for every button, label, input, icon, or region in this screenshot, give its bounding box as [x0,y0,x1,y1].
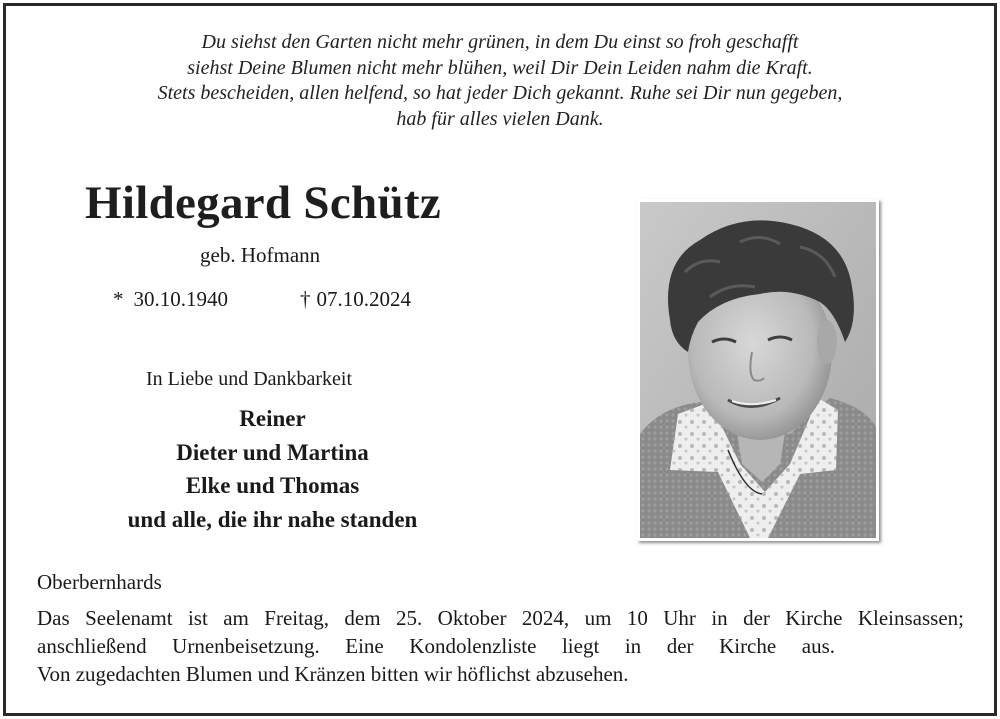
maiden-name: geb. Hofmann [200,243,321,267]
service-details [37,604,964,688]
poem-line: siehst Deine Blumen nicht mehr blühen, weil Dir Dein Leiden nahm die Kraft. [187,56,813,79]
detail-line: Das Seelenamt ist am Freitag, dem 25. Oktober 2024, um 10 Uhr in der Kirche Kleinsassen; [37,606,964,630]
mourner-name: und alle, die ihr nahe standen [127,506,418,532]
place-name: Oberbernhards [37,570,162,594]
mourners-list [100,402,445,536]
mourner-name: Dieter und Martina [176,439,369,465]
memorial-poem [0,30,1000,132]
death-date [300,287,411,312]
portrait-frame [637,199,879,541]
death-cross-icon: † [300,287,311,311]
birth-date-value: 30.10.1940 [133,287,228,311]
mourner-name: Reiner [239,406,306,431]
mourners-intro: In Liebe und Dankbarkeit [146,368,353,390]
detail-line: Von zugedachten Blumen und Kränzen bitten wir höflichst abzusehen. [37,662,629,686]
deceased-name: Hildegard Schütz [85,177,442,229]
detail-line: anschließend Urnenbeisetzung. Eine Kondolenzliste liegt in der Kirche aus. [37,634,835,658]
poem-line: Stets bescheiden, allen helfend, so hat jeder Dich gekannt. Ruhe sei Dir nun gegeben, [157,82,843,104]
poem-line: hab für alles vielen Dank. [396,107,604,130]
birth-star-icon: * [113,287,124,311]
portrait-image [640,202,876,538]
portrait-photo [640,202,876,538]
poem-line: Du siehst den Garten nicht mehr grünen, in dem Du einst so froh geschafft [201,31,799,53]
birth-date [113,287,228,312]
mourner-name: Elke und Thomas [185,473,360,498]
death-date-value: 07.10.2024 [316,287,411,311]
